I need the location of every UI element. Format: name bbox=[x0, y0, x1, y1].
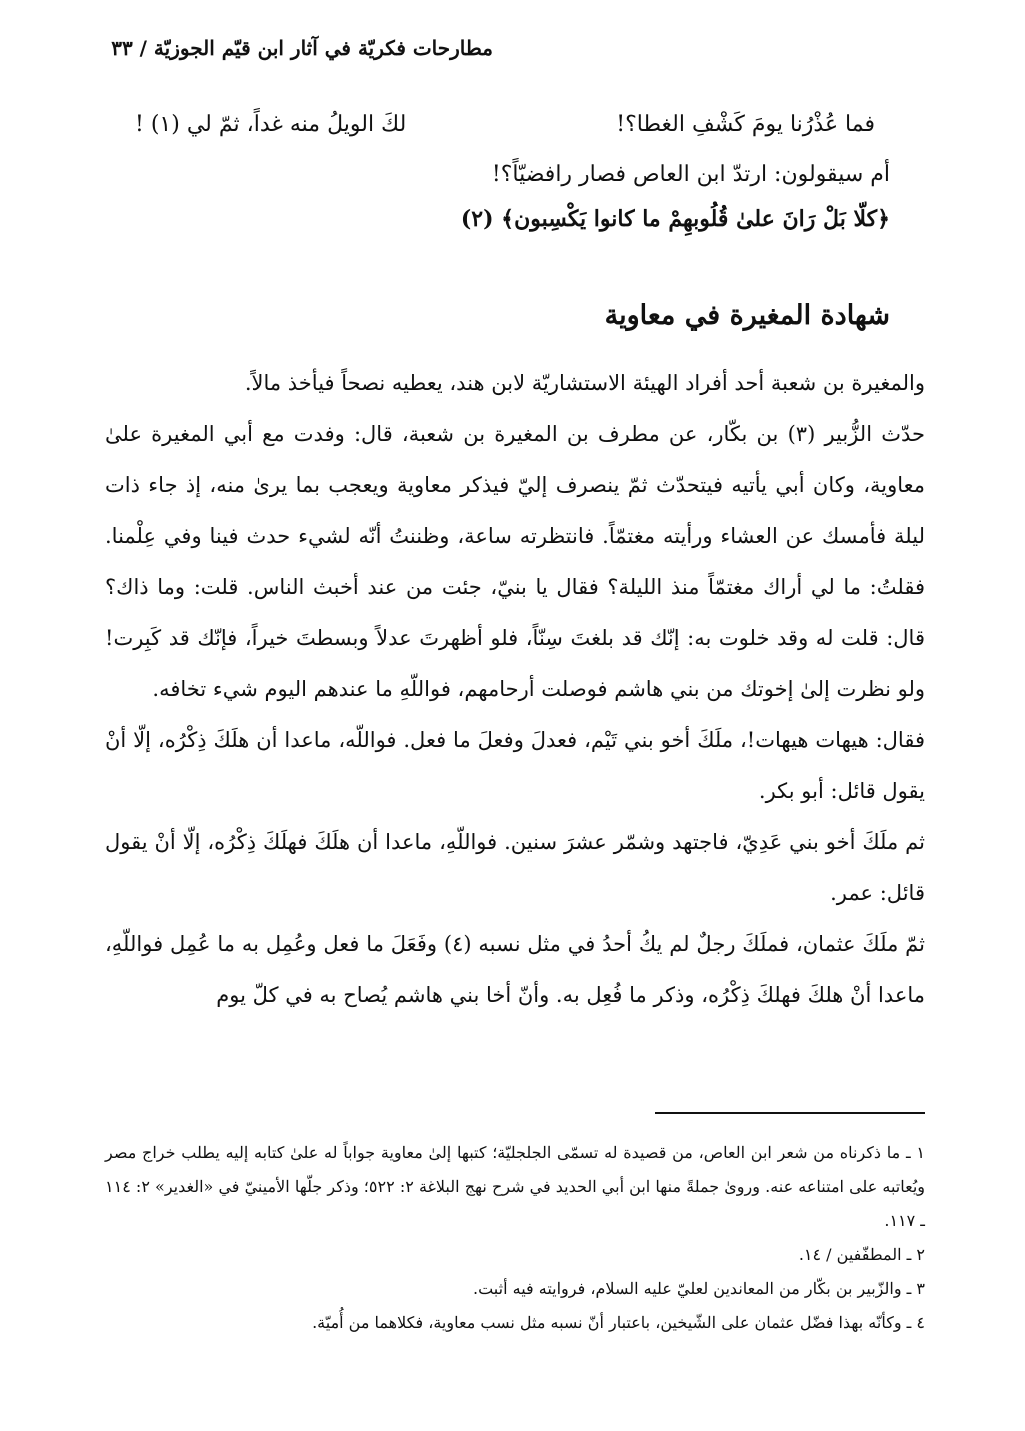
main-text bbox=[105, 358, 925, 1021]
footnote: ٤ ـ وكأنّه بهذا فضّل عثمان على الشّيخين، باعتبار أنّ نسبه مثل نسب معاوية، فكلاهما من أُميّة. bbox=[312, 1313, 925, 1332]
paragraph: ثم ملَكَ أخو بني عَدِيّ، فاجتهد وشمّر عشرَ سنين. فواللّهِ، ماعدا أن هلَكَ فهلَكَ ذِكْرُه، إلّا أنْ يقول قائل: عمر. bbox=[105, 830, 925, 905]
paragraph: حدّث الزُّبير (٣) بن بكّار، عن مطرف بن المغيرة بن شعبة، قال: وفدت مع أبي المغيرة علىٰ معاوية، وكان أبي يأتيه فيتحدّث ثمّ ينصرف إليّ فيذكر معاوية ويعجب بما يرىٰ منه، إذ جاء ذات ليلة فأمسك عن العشاء ورأيته مغتمّاً. فانتظرته ساعة، وظننتُ أنّه لشيء حدث فينا وفي عِلْمنا. فقلتُ: ما لي أراك مغتمّاً منذ الليلة؟ فقال يا بنيّ، جئت من عند أخبث الناس. قلت: وما ذاك؟ قال: قلت له وقد خلوت به: إنّك قد بلغتَ سِنّاً، فلو أظهرتَ عدلاً وبسطتَ خيراً، فإنّك قد كَبِرت! ولو نظرت إلىٰ إخوتك من بني هاشم فوصلت أرحامهم، فواللّهِ ما عندهم اليوم شيء تخافه. bbox=[105, 422, 926, 701]
footnote: ٣ ـ والزّبير بن بكّار من المعاندين لعليّ عليه السلام، فروايته فيه أثبت. bbox=[473, 1279, 925, 1298]
footnote: ٢ ـ المطفّفين / ١٤. bbox=[798, 1245, 925, 1264]
paragraph: والمغيرة بن شعبة أحد أفراد الهيئة الاستشاريّة لابن هند، يعطيه نصحاً فيأخذ مالاً. bbox=[244, 371, 925, 395]
footnote: ١ ـ ما ذكرناه من شعر ابن العاص، من قصيدة له تسمّى الجلجليّة؛ كتبها إلىٰ معاوية جواباً له علىٰ كتابه إليه يطلب خراج مصر ويُعاتبه على امتناعه عنه. وروىٰ جملةً منها ابن أبي الحديد في شرح نهج البلاغة ٢: ٥٢٢؛ وذكر جلّها الأمينيّ في «الغدير» ٢: ١١٤ ـ ١١٧. bbox=[105, 1143, 926, 1230]
verse-second-hemistich: لكَ الويلُ منه غداً، ثمّ لي (١) ! bbox=[135, 112, 407, 137]
poem-verse bbox=[135, 112, 875, 150]
verse-first-hemistich: فما عُذْرُنا يومَ كَشْفِ الغطا؟! bbox=[616, 112, 875, 137]
paragraph: فقال: هيهات هيهات!، ملَكَ أخو بني تَيْم، فعدلَ وفعلَ ما فعل. فواللّه، ماعدا أن هلَكَ ذِكْرُه، إلّا أنْ يقول قائل: أبو بكر. bbox=[105, 728, 925, 803]
paragraph: ثمّ ملَكَ عثمان، فملَكَ رجلٌ لم يكُ أحدُ في مثل نسبه (٤) وفَعَلَ ما فعل وعُمِل به ما عُمِل فواللّهِ، ماعدا أنْ هلكَ فهلكَ ذِكْرُه، وذكر ما فُعِل به. وأنّ أخا بني هاشم يُصاح به في كلّ يوم bbox=[105, 932, 925, 1007]
section-heading: شهادة المغيرة في معاوية bbox=[604, 300, 890, 331]
rhetorical-question-line: أم سيقولون: ارتدّ ابن العاص فصار رافضيّاً؟! bbox=[491, 162, 890, 187]
footnotes bbox=[105, 1136, 925, 1340]
quran-verse-line: ﴿كلّا بَلْ رَانَ علىٰ قُلُوبهِمْ ما كانوا يَكْسِبون﴾ (٢) bbox=[460, 206, 890, 232]
running-head: مطارحات فكريّة في آثار ابن قيّم الجوزيّة / ٣٣ bbox=[111, 36, 493, 60]
footnote-separator bbox=[655, 1112, 925, 1114]
